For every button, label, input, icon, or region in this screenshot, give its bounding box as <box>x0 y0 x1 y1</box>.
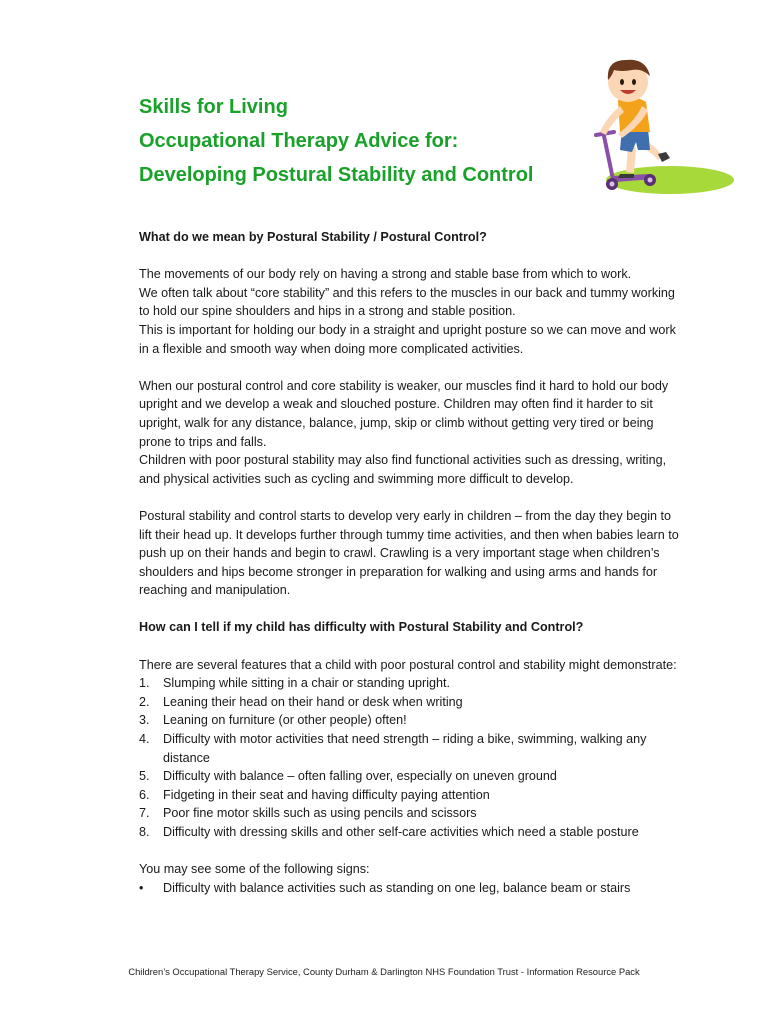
list-item <box>139 674 679 693</box>
list-item <box>139 879 679 898</box>
bullet-icon: • <box>139 880 144 895</box>
list-number: 7. <box>139 806 150 821</box>
list-item <box>139 767 679 786</box>
paragraph-line: We often talk about “core stability” and this refers to the muscles in our back and tummy working to hold our spine shoulders and hips in a strong and stable position. <box>139 285 675 319</box>
list-item <box>139 823 679 842</box>
list-item-text: Slumping while sitting in a chair or standing upright. <box>163 676 451 691</box>
list-number: 8. <box>139 825 150 839</box>
paragraph-line: Children with poor postural stability may also find functional activities such as dressing, writing, and physical activities such as cycling and swimming more difficult to develop. <box>139 453 667 486</box>
child-on-scooter-illustration <box>566 56 734 200</box>
list-item-text: Leaning their head on their hand or desk when writing <box>163 694 463 709</box>
list-number: 6. <box>139 787 150 802</box>
section-heading-what-is-postural-stability: What do we mean by Postural Stability / Postural Control? <box>139 230 487 244</box>
paragraph-weak-posture <box>139 377 679 489</box>
paragraph-line: When our postural control and core stability is weaker, our muscles find it hard to hold our body upright and we develop a weak and slouched posture. Children may often find it harder to sit upright, walk for any distance, balance, jump, skip or climb without getting very tired or being prone to trips and falls. <box>139 378 669 449</box>
paragraph-development <box>139 507 679 600</box>
document-title <box>139 90 589 192</box>
list-number: 2. <box>139 694 150 709</box>
list-item <box>139 804 679 823</box>
document-body <box>139 228 679 916</box>
title-line-2: Occupational Therapy Advice for: <box>139 130 459 152</box>
title-line-3: Developing Postural Stability and Control <box>139 164 534 186</box>
list-item-text: Difficulty with dressing skills and other self-care activities which need a stable posture <box>163 825 639 839</box>
list-item-text: Poor fine motor skills such as using pencils and scissors <box>163 806 477 821</box>
paragraph-line: Postural stability and control starts to develop very early in children – from the day they begin to lift their head up. It develops further through tummy time activities, and then when babies learn to push up on their hands and begin to crawl. Crawling is a very important stage when children’s shoulders and hips become stronger in preparation for walking and using arms and hands for reaching and manipulation. <box>139 508 679 598</box>
list-item-text: Difficulty with balance – often falling over, especially on uneven ground <box>163 769 557 784</box>
title-line-1: Skills for Living <box>139 96 288 118</box>
signs-list <box>139 879 679 898</box>
list-item <box>139 786 679 805</box>
list-number: 5. <box>139 769 150 784</box>
list-number: 3. <box>139 713 150 728</box>
list-number: 1. <box>139 676 150 691</box>
paragraph-core-stability <box>139 265 679 358</box>
list-item-text: Difficulty with balance activities such as standing on one leg, balance beam or stairs <box>163 880 631 895</box>
list-item <box>139 711 679 730</box>
paragraph-line: The movements of our body rely on having a strong and stable base from which to work. <box>139 267 632 282</box>
features-list <box>139 674 679 841</box>
signs-intro: You may see some of the following signs: <box>139 862 370 877</box>
list-item-text: Difficulty with motor activities that need strength – riding a bike, swimming, walking any distance <box>163 732 647 765</box>
page-footer: Children’s Occupational Therapy Service, County Durham & Darlington NHS Foundation Trust - Information Resource Pack <box>128 966 640 977</box>
section-heading-how-to-tell: How can I tell if my child has difficulty with Postural Stability and Control? <box>139 620 584 635</box>
list-item-text: Leaning on furniture (or other people) often! <box>163 713 407 728</box>
list-number: 4. <box>139 732 150 747</box>
list-item-text: Fidgeting in their seat and having difficulty paying attention <box>163 787 490 802</box>
list-item <box>139 693 679 712</box>
list-item <box>139 730 679 767</box>
paragraph-line: This is important for holding our body in a straight and upright posture so we can move and work in a flexible and smooth way when doing more complicated activities. <box>139 322 676 356</box>
features-intro: There are several features that a child with poor postural control and stability might demonstrate: <box>139 657 677 672</box>
